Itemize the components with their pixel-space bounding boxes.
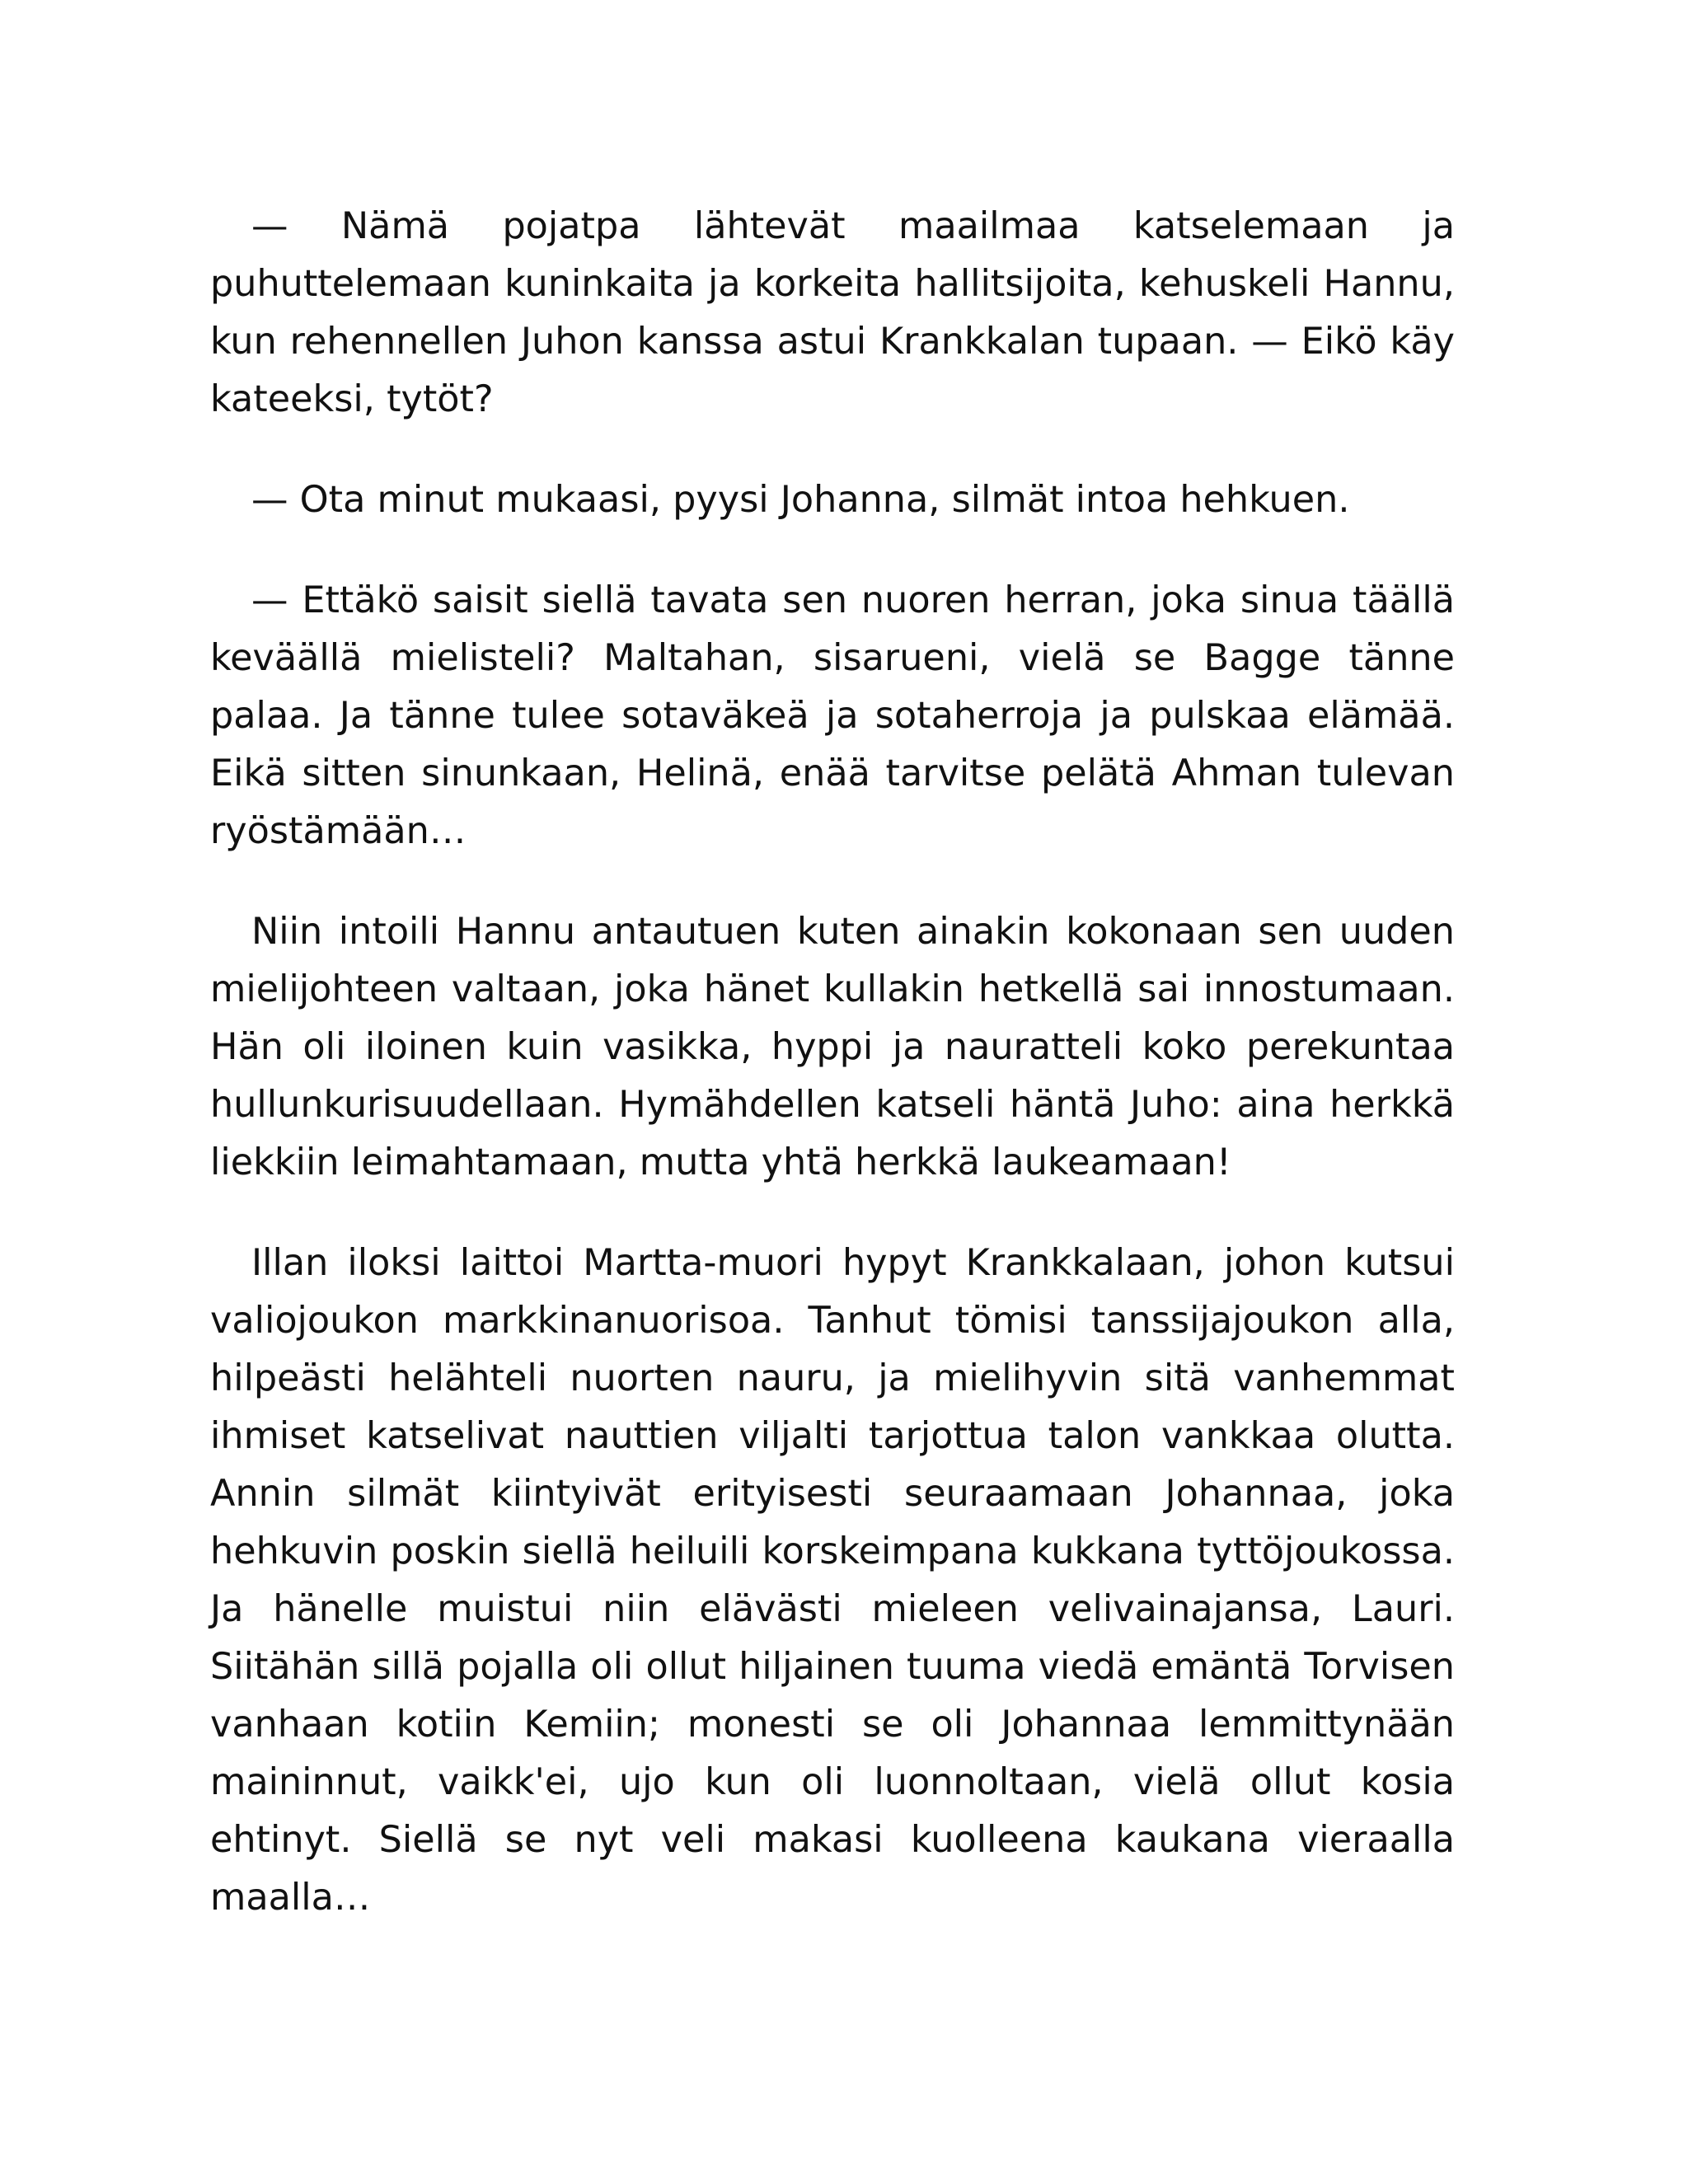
- paragraph-3: — Ettäkö saisit siellä tavata sen nuoren herran, joka sinua täällä keväällä mielisteli? Maltahan, sisarueni, vielä se Bagge tänne palaa. Ja tänne tulee sotaväkeä ja sotaherroja ja pulskaa elämää. Eikä sitten sinunkaan, Helinä, enää tarvitse pelätä Ahman tulevan ryöstämään…: [210, 579, 1455, 852]
- paragraph-2: — Ota minut mukaasi, pyysi Johanna, silmät intoa hehkuen.: [251, 479, 1350, 521]
- paragraph-4: Niin intoili Hannu antautuen kuten ainakin kokonaan sen uuden mielijohteen valtaan, joka hänet kullakin hetkellä sai innostumaan. Hän oli iloinen kuin vasikka, hyppi ja nauratteli koko perekuntaa hullunkurisuudellaan. Hymähdellen katseli häntä Juho: aina herkkä liekkiin leimahtamaan, mutta yhtä herkkä laukeamaan!: [210, 911, 1455, 1183]
- paragraph-1: — Nämä pojatpa lähtevät maailmaa katselemaan ja puhuttelemaan kuninkaita ja korkeita hallitsijoita, kehuskeli Hannu, kun rehennellen Juhon kanssa astui Krankkalan tupaan. — Eikö käy kateeksi, tytöt?: [210, 205, 1455, 420]
- document-page: [210, 198, 1455, 1970]
- paragraph-5: Illan iloksi laittoi Martta-muori hypyt Krankkalaan, johon kutsui valiojoukon markkinanuorisoa. Tanhut tömisi tanssijajoukon alla, hilpeästi helähteli nuorten nauru, ja mielihyvin sitä vanhemmat ihmiset katselivat nauttien viljalti tarjottua talon vankkaa olutta. Annin silmät kiintyivät erityisesti seuraamaan Johannaa, joka hehkuvin poskin siellä heiluili korskeimpana kukkana tyttöjoukossa. Ja hänelle muistui niin elävästi mieleen velivainajansa, Lauri. Siitähän sillä pojalla oli ollut hiljainen tuuma viedä emäntä Torvisen vanhaan kotiin Kemiin; monesti se oli Johannaa lemmittynään maininnut, vaikk'ei, ujo kun oli luonnoltaan, vielä ollut kosia ehtinyt. Siellä se nyt veli makasi kuolleena kaukana vieraalla maalla…: [210, 1242, 1455, 1919]
